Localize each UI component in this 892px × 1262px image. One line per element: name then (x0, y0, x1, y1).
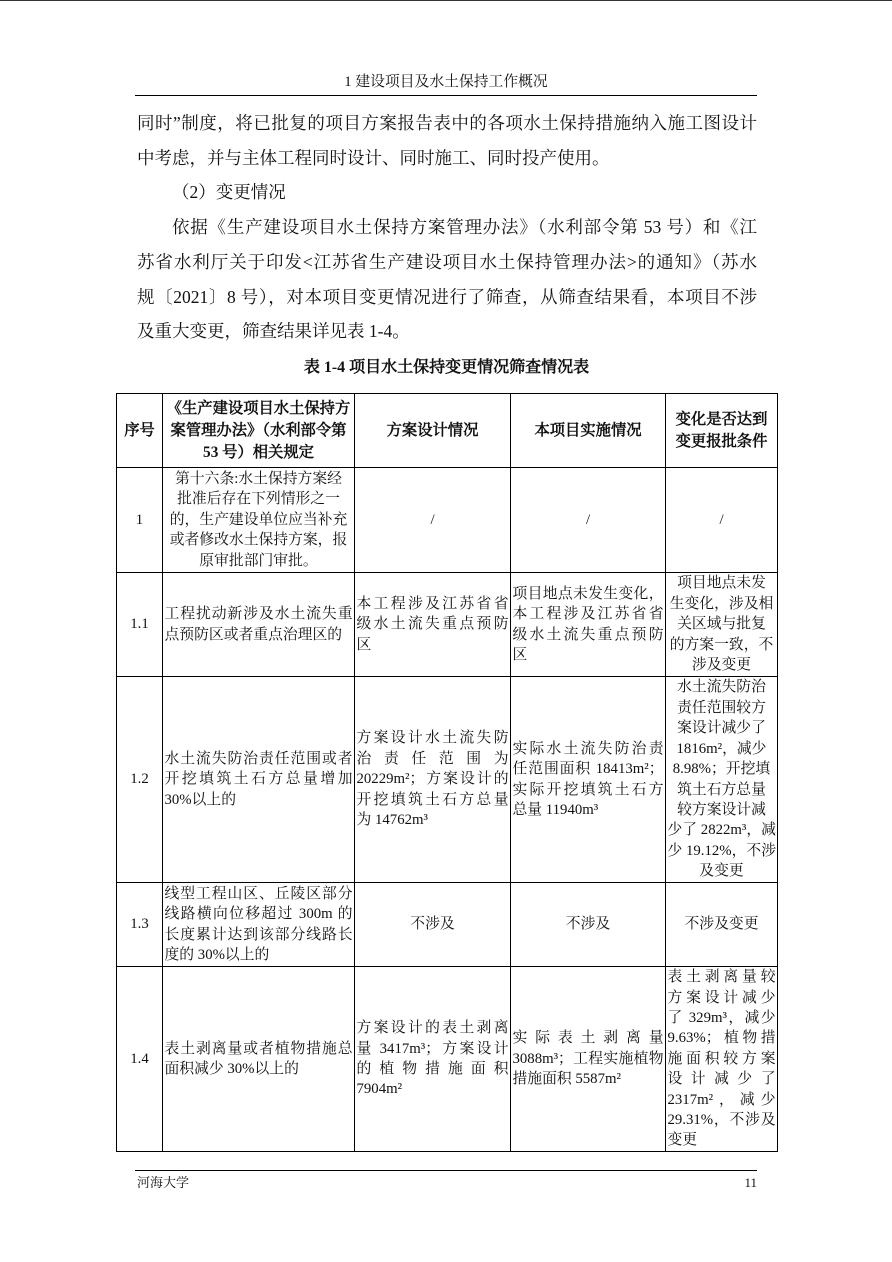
cell-regulation (163, 468, 355, 573)
cell-line: 变更报批条件 (675, 432, 768, 450)
cell-line: 量 3417m³；方案设计 (356, 1040, 509, 1057)
page-number: 11 (744, 1175, 757, 1190)
cell-regulation (163, 967, 355, 1152)
table-row (117, 573, 778, 677)
cell-line: 实际水土流失防治责 (512, 740, 664, 757)
cell-line: 措施面积 5587m² (512, 1071, 621, 1088)
cell-line: 3088m³；工程实施植物 (512, 1050, 664, 1067)
running-header: 1 建设项目及水土保持工作概况 (344, 74, 548, 90)
cell-line: 表土剥离量或者植物措施总 (164, 1040, 353, 1057)
cell-line: 20229m²；方案设计的 (356, 771, 509, 788)
cell-line: / (585, 511, 591, 528)
paragraph-line: 苏省水利厅关于印发<江苏省生产建设项目水土保持管理办法>的通知》（苏水 (137, 251, 757, 272)
cell-line: 设计减少了 (667, 1071, 776, 1088)
header-rule (135, 95, 757, 96)
cell-line: 治责任范围为 (356, 750, 509, 767)
cell-line: 少 19.12%，不涉 (667, 842, 777, 859)
cell-line: 筑土石方总量 (677, 781, 766, 798)
table-head (117, 394, 778, 468)
cell-seq-no (117, 573, 163, 677)
body-paragraph (137, 106, 757, 175)
cell-implementation (511, 677, 666, 883)
cell-seq-no (117, 677, 163, 883)
cell-line: / (719, 511, 724, 528)
table-row (117, 677, 778, 883)
cell-line: 项目地点未发 (677, 575, 766, 592)
cell-change-assessment (666, 573, 778, 677)
paragraph-line: 中考虑，并与主体工程同时设计、同时施工、同时投产使用。 (137, 147, 610, 168)
cell-line: 第十六条:水土保持方案经 (175, 470, 342, 487)
cell-line: 责任范围较方 (677, 699, 766, 716)
col-header-change-assessment (666, 394, 778, 468)
cell-line: 9.63%；植物措 (667, 1030, 776, 1047)
cell-implementation (511, 573, 666, 677)
cell-line: 29.31%，不涉及 (667, 1112, 776, 1129)
cell-line: 区 (356, 636, 372, 653)
cell-line: 施面积较方案 (667, 1050, 776, 1067)
table-row (117, 468, 778, 573)
cell-line: 的，生产建设单位应当补充 (169, 511, 348, 528)
cell-line: 方案设计减少 (667, 989, 776, 1006)
cell-line: 表土剥离量较 (667, 969, 776, 986)
cell-line: 关区域与批复 (677, 616, 766, 633)
cell-line: 的植物措施面积 (356, 1061, 509, 1077)
cell-line: 少了 2822m³，减 (667, 822, 776, 839)
cell-line: 30%以上的 (164, 791, 237, 808)
cell-line: 面积减少 30%以上的 (164, 1061, 299, 1077)
cell-plan-design (355, 468, 511, 573)
cell-line: 1.3 (130, 916, 149, 933)
top-edge-line (0, 0, 892, 1)
cell-implementation (511, 468, 666, 573)
cell-line: 原审批部门审批。 (199, 552, 318, 569)
cell-line: 及变更 (699, 863, 744, 880)
cell-regulation (163, 677, 355, 883)
cell-line: 变化是否达到 (675, 410, 768, 428)
cell-seq-no (117, 883, 163, 967)
footer-organization: 河海大学 (137, 1175, 190, 1190)
col-header-plan-design (355, 394, 511, 468)
cell-line: 8.98%；开挖填 (672, 761, 771, 778)
cell-line: 生变化，涉及相 (669, 595, 774, 612)
cell-line: 了 329m³，减少 (667, 1009, 776, 1026)
body-paragraph (137, 175, 757, 210)
cell-line: 案设计减少了 (677, 720, 766, 737)
cell-line: 级水土流失重点预防 (512, 626, 664, 643)
cell-line: 《生产建设项目水土保持方 (166, 399, 351, 417)
cell-plan-design (355, 883, 511, 967)
cell-change-assessment (666, 967, 778, 1152)
cell-line: 1.4 (130, 1050, 149, 1067)
cell-line: 级水土流失重点预防 (356, 616, 509, 633)
col-header-implementation (511, 394, 666, 468)
paragraph-line: 依据《生产建设项目水土保持方案管理办法》（水利部令第 53 号）和《江 (172, 217, 757, 238)
cell-line: 线型工程山区、丘陵区部分 (164, 885, 353, 902)
cell-line: 1.2 (130, 771, 149, 788)
footer-rule (135, 1170, 757, 1171)
cell-line: 任范围面积 18413m²； (512, 761, 664, 778)
cell-plan-design (355, 677, 511, 883)
cell-line: 2317m²，减少 (667, 1091, 776, 1108)
cell-seq-no (117, 468, 163, 573)
table-header-row (117, 394, 778, 468)
paragraph-line: 及重大变更，筛查结果详见表 1-4。 (137, 321, 410, 342)
col-header-seq-no (117, 394, 163, 468)
cell-line: 实际表土剥离量 (512, 1030, 664, 1047)
cell-line: 的方案一致，不 (669, 636, 774, 653)
cell-line: 7904m² (356, 1081, 403, 1098)
cell-line: 不涉及变更 (684, 916, 759, 933)
cell-line: 变更 (667, 1132, 698, 1149)
cell-line: 线路横向位移超过 300m 的 (164, 906, 353, 923)
cell-line: / (430, 511, 435, 528)
cell-line: 序号 (124, 421, 155, 439)
cell-line: 为 14762m³ (356, 812, 428, 829)
cell-plan-design (355, 573, 511, 677)
cell-plan-design (355, 967, 511, 1152)
table-body (117, 468, 778, 1152)
cell-implementation (511, 967, 666, 1152)
col-header-regulation (163, 394, 355, 468)
table-row (117, 967, 778, 1152)
cell-line: 本工程涉及江苏省省 (512, 606, 664, 623)
cell-regulation (163, 883, 355, 967)
cell-line: 本项目实施情况 (534, 421, 642, 439)
cell-line: 点预防区或者重点治理区的 (164, 626, 343, 643)
cell-change-assessment (666, 677, 778, 883)
cell-line: 区 (512, 646, 528, 663)
cell-line: 开挖填筑土石方总量 (356, 791, 509, 808)
cell-line: 1.1 (130, 616, 149, 633)
cell-line: 不涉及 (565, 916, 611, 933)
paragraph-line: （2）变更情况 (172, 182, 286, 203)
table-row (117, 883, 778, 967)
cell-implementation (511, 883, 666, 967)
cell-line: 方案设计水土流失防 (356, 730, 509, 747)
cell-change-assessment (666, 468, 778, 573)
table-caption: 表 1-4 项目水土保持变更情况筛查情况表 (303, 359, 590, 376)
cell-line: 不涉及 (410, 916, 455, 933)
cell-line: 较方案设计减 (677, 801, 766, 818)
cell-line: 度的 30%以上的 (164, 946, 270, 963)
table-wrapper (116, 393, 777, 1152)
cell-line: 方案设计的表土剥离 (356, 1020, 509, 1037)
cell-line: 总量 11940m³ (512, 801, 599, 818)
cell-line: 实际开挖填筑土石方 (512, 781, 664, 798)
cell-line: 本工程涉及江苏省省 (356, 595, 509, 612)
cell-line: 1816m²，减少 (676, 740, 767, 757)
cell-change-assessment (666, 883, 778, 967)
cell-regulation (163, 573, 355, 677)
cell-line: 批准后存在下列情形之一 (177, 491, 340, 508)
paragraph-line: 同时”制度，将已批复的项目方案报告表中的各项水土保持措施纳入施工图设计 (137, 113, 757, 133)
cell-line: 长度累计达到该部分线路长 (164, 926, 353, 943)
paragraph-line: 规〔2021〕8 号），对本项目变更情况进行了筛查，从筛查结果看，本项目不涉 (137, 286, 757, 307)
cell-line: 水土流失防治 (677, 679, 766, 696)
cell-line: 涉及变更 (691, 657, 752, 674)
cell-line: 水土流失防治责任范围或者 (164, 750, 353, 767)
cell-line: 1 (135, 511, 144, 528)
cell-line: 工程扰动新涉及水土流失重 (164, 606, 353, 623)
cell-line: 方案设计情况 (386, 421, 479, 439)
cell-line: 53 号）相关规定 (203, 443, 314, 461)
cell-line: 案管理办法》（水利部令第 (170, 421, 347, 439)
cell-line: 开挖填筑土石方总量增加 (164, 771, 353, 788)
body-paragraph (137, 210, 757, 349)
screening-table (116, 393, 778, 1152)
cell-line: 或者修改水土保持方案，报 (169, 532, 348, 549)
cell-seq-no (117, 967, 163, 1152)
body-text (137, 106, 757, 349)
cell-line: 项目地点未发生变化， (512, 585, 664, 602)
